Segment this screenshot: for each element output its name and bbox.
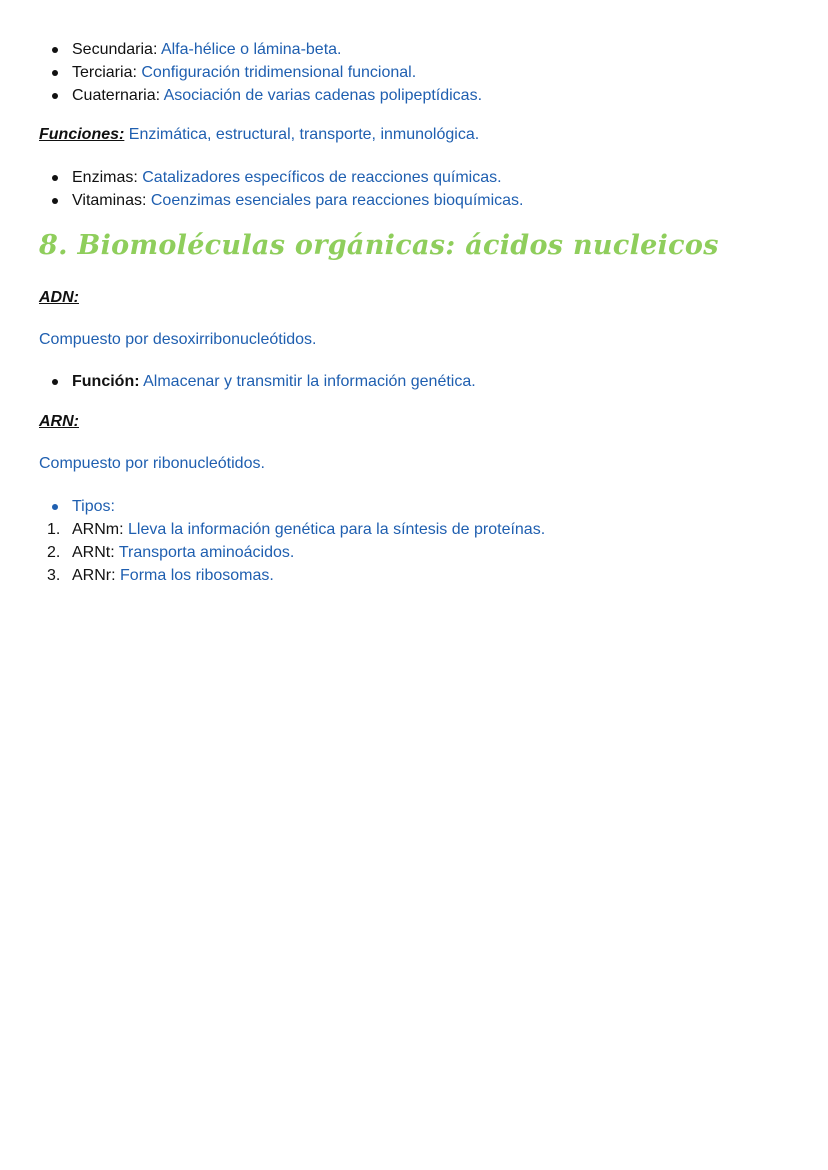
item-description: Forma los ribosomas. [120, 567, 274, 584]
item-term: Terciaria: [72, 64, 137, 81]
item-description: Transporta aminoácidos. [118, 544, 295, 561]
list-item [39, 84, 799, 107]
funciones-paragraph [39, 123, 799, 146]
item-term: Cuaternaria: [72, 87, 161, 104]
item-number: 1. [47, 521, 61, 538]
item-term: ARNt: [72, 544, 115, 561]
item-description: Catalizadores específicos de reacciones químicas. [142, 169, 502, 186]
funciones-text: Enzimática, estructural, transporte, inmunológica. [124, 126, 480, 143]
list-item [39, 564, 799, 587]
section-heading: 8. Biomoléculas orgánicas: ácidos nucleicos [39, 230, 719, 261]
arn-tipos-list [39, 495, 799, 518]
funcion-label: Función: [72, 373, 140, 390]
adn-description: Compuesto por desoxirribonucleótidos. [39, 331, 317, 348]
list-item [39, 518, 799, 541]
list-item [39, 166, 799, 189]
arn-description: Compuesto por ribonucleótidos. [39, 455, 265, 472]
item-description: Lleva la información genética para la síntesis de proteínas. [128, 521, 546, 538]
arn-label-paragraph [39, 410, 799, 433]
adn-label: ADN: [39, 289, 79, 306]
tipos-label: Tipos: [72, 498, 115, 515]
item-description: Asociación de varias cadenas polipeptídicas. [163, 87, 483, 104]
protein-structure-list [39, 38, 799, 107]
item-term: Vitaminas: [72, 192, 147, 209]
document-page [39, 38, 799, 587]
item-description: Coenzimas esenciales para reacciones bioquímicas. [150, 192, 524, 209]
item-term: ARNr: [72, 567, 116, 584]
item-term: Enzimas: [72, 169, 138, 186]
item-number: 2. [47, 544, 61, 561]
arn-types-numbered-list [39, 518, 799, 587]
list-item [39, 495, 799, 518]
adn-label-paragraph [39, 286, 799, 309]
protein-types-list [39, 166, 799, 212]
item-number: 3. [47, 567, 61, 584]
funcion-text: Almacenar y transmitir la información genética. [139, 373, 476, 390]
list-item [39, 370, 799, 393]
list-item [39, 61, 799, 84]
list-item [39, 541, 799, 564]
adn-function-list [39, 370, 799, 393]
item-term: ARNm: [72, 521, 124, 538]
item-description: Alfa-hélice o lámina-beta. [160, 41, 342, 58]
arn-label: ARN: [39, 413, 79, 430]
list-item [39, 189, 799, 212]
funciones-label: Funciones: [39, 126, 125, 143]
item-term: Secundaria: [72, 41, 158, 58]
item-description: Configuración tridimensional funcional. [141, 64, 417, 81]
list-item [39, 38, 799, 61]
